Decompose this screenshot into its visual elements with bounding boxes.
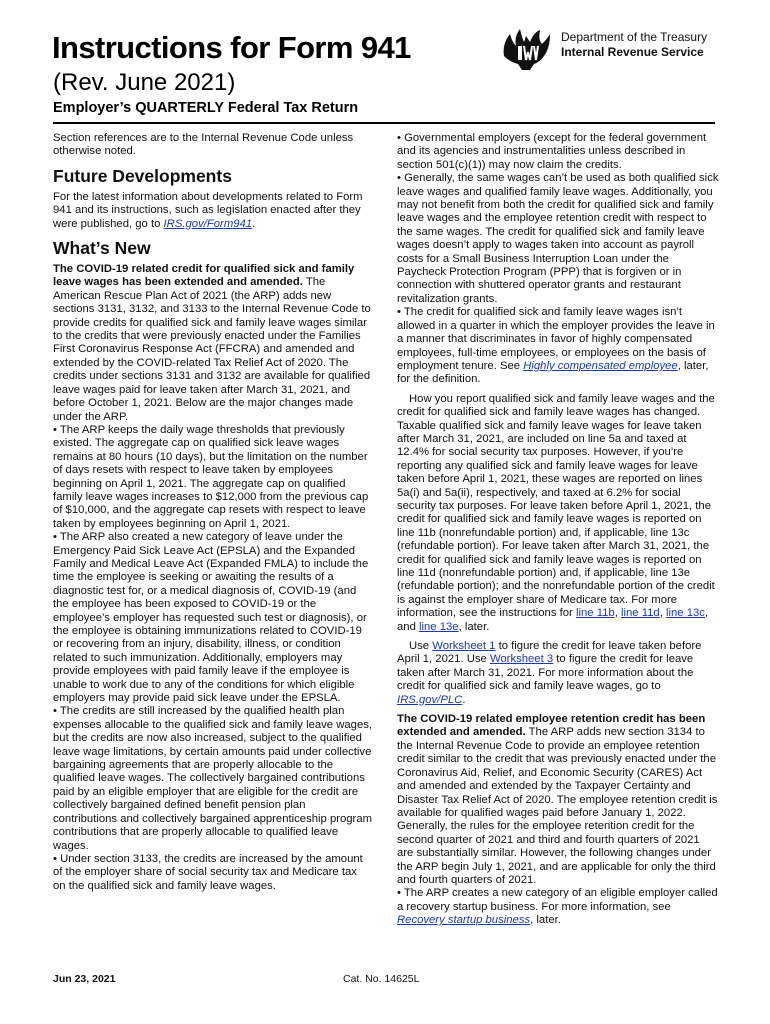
worksheet-paragraph: Use Worksheet 1 to figure the credit for leave taken before April 1, 2021. Use Worksheet 3 to figure the credit for leave taken after March 31, 2021. For more information about the credit for qualified sick and family leave wages, go to IRS.gov/PLC. xyxy=(397,640,702,706)
header-rule xyxy=(53,122,715,124)
bullet-health-plan-expenses: • The credits are still increased by the qualified health plan expenses allocable to the qualified sick and family leave wages, but the credits are now also increased, subject to the qualified leave wage limitations, by certain amounts paid under collective bargaining agreements that are properly allocable to the qualified leave wages. The collectively bargained contributions paid by an eligible employer that are eligible for the credit are collectively bargained defined benefit pension plan contributions and collectively bargained apprenticeship program contributions that are properly allocable to qualified leave wages. xyxy=(53,705,373,852)
left-column xyxy=(53,132,372,893)
line-13e-link[interactable]: line 13e xyxy=(419,620,459,633)
revision-date: (Rev. June 2021) xyxy=(53,69,236,96)
retention-credit-paragraph: The COVID-19 related employee retention credit has been extended and amended. The ARP adds new section 3134 to the Internal Revenue Code to provide an employee retention credit similar to the credit that was previously enacted under the Coronavirus Aid, Relief, and Economic Security (CARES) Act and amended and extended by the Taxpayer Certainty and Disaster Tax Relief Act of 2020. The employee retention credit is available for qualified wages paid before January 1, 2022. Generally, the rules for the employee retention credit for the second quarter of 2021 and third and fourth quarters of 2021 are substantially similar. However, the following changes under the ARP begin July 1, 2021, and are applicable for only the third and fourth quarters of 2021. xyxy=(397,713,718,886)
bullet-same-wages: • Generally, the same wages can’t be used as both qualified sick leave wages and qualified family leave wages. Additionally, you may not benefit from both the credit for qualified sick and family leave wages and the employee retention credit with respect to the same wages. The credit for qualified sick and family leave wages doesn’t apply to wages taken into account as payroll costs for a Small Business Interruption Loan under the Paycheck Protection Program (PPP) that is forgiven or in connection with shuttered operator grants and restaurant revitalization grants. xyxy=(397,172,719,305)
irs-eagle-logo-icon xyxy=(500,26,552,74)
whats-new-heading: What’s New xyxy=(53,238,151,259)
document-title: Instructions for Form 941 xyxy=(52,30,411,65)
form941-link[interactable]: IRS.gov/Form941 xyxy=(163,217,253,230)
line-13c-link[interactable]: line 13c xyxy=(666,607,705,620)
intro-text: Section references are to the Internal Revenue Code unless otherwise noted. xyxy=(53,132,354,158)
line-11b-link[interactable]: line 11b xyxy=(575,607,615,620)
future-developments-heading: Future Developments xyxy=(53,165,232,186)
right-column xyxy=(397,132,719,928)
bullet-governmental-employers: • Governmental employers (except for the federal government and its agencies and instrumentalities unless described in section 501(c)(1)) may now claim the credits. xyxy=(397,132,707,171)
agency-irs: Internal Revenue Service xyxy=(561,45,704,59)
document-subtitle: Employer’s QUARTERLY Federal Tax Return xyxy=(53,100,359,116)
irs-plc-link[interactable]: IRS.gov/PLC xyxy=(397,693,463,706)
line-11d-link[interactable]: line 11d xyxy=(620,607,660,620)
worksheet-1-link[interactable]: Worksheet 1 xyxy=(432,640,496,653)
covid-credit-paragraph: The COVID-19 related credit for qualified sick and family leave wages has been extended and amended. The American Rescue Plan Act of 2021 (the ARP) adds new sections 3131, 3132, and 3133 to the Internal Revenue Code to provide credits for qualified sick and family leave wages similar to the credits that were previously enacted under the Families First Coronavirus Response Act (FFCRA) and amended and extended by the COVID-related Tax Relief Act of 2020. The credits under sections 3131 and 3132 are available for qualified leave wages paid for leave taken after March 31, 2021, and before October 1, 2021. Below are the major changes made under the ARP. xyxy=(53,263,371,423)
future-developments-text: For the latest information about developments related to Form 941 and its instructions, such as legislation enacted after they were published, go to IRS.gov/Form941. xyxy=(53,190,363,230)
bullet-section-3133: • Under section 3133, the credits are increased by the amount of the employer share of social security tax and Medicare tax on the qualified sick and family leave wages. xyxy=(53,852,363,892)
recovery-startup-business-link[interactable]: Recovery startup business xyxy=(397,914,531,927)
highly-compensated-employee-link[interactable]: Highly compensated employee xyxy=(523,359,678,372)
bullet-wage-thresholds: • The ARP keeps the daily wage thresholds that previously existed. The aggregate cap on qualified sick leave wages remains at 80 hours (10 days), but the limitation on the number of days resets with respect to leave taken by employees beginning on April 1, 2021. The aggregate cap on qualified family leave wages increases to $12,000 from the previous cap of $10,000, and the aggregate cap resets with respect to leave taken by employees beginning on April 1, 2021. xyxy=(53,423,369,530)
agency-text xyxy=(561,30,707,60)
bullet-recovery-startup: • The ARP creates a new category of an eligible employer called a recovery startup business. For more information, see Recovery startup business, later. xyxy=(397,887,718,927)
footer-date: Jun 23, 2021 xyxy=(53,973,116,985)
agency-block xyxy=(500,24,730,76)
bullet-new-leave-category: • The ARP also created a new category of leave under the Emergency Paid Sick Leave Act (EPSLA) and the Expanded Family and Medical Leave Act (Expanded FMLA) to include the time the employee is seeking or awaiting the results of a diagnostic test for, or a medical diagnosis of, COVID-19 (and the employee has been exposed to COVID-19 or the employee’s employer has requested such test or diagnosis), or the employee is obtaining immunizations related to COVID-19 or recovering from an injury, disability, illness, or condition related to such immunization. Additionally, employers may provide employees with paid family leave if the employee is unable to work due to any of the conditions for which eligible employers may provide paid sick leave under the EPSLA. xyxy=(53,531,369,705)
worksheet-3-link[interactable]: Worksheet 3 xyxy=(489,653,554,666)
footer-catalog-number: Cat. No. 14625L xyxy=(343,973,420,985)
agency-department: Department of the Treasury xyxy=(561,30,708,44)
how-you-report-paragraph: How you report qualified sick and family leave wages and the credit for qualified sick and family leave wages has changed. Taxable qualified sick and family leave wages for leave taken after March 31, 2021, are included on line 5a and taxed at 12.4% for social security tax purposes. However, if you’re reporting any qualified sick and family leave wages for leave taken before April 1, 2021, these wages are reported on lines 5a(i) and 5a(ii), respectively, and taxed at 6.2% for social security tax purposes. For leave taken before April 1, 2021, the credit for qualified sick and family leave wages is reported on line 11b (nonrefundable portion) and, if applicable, line 13c (refundable portion). For leave taken after March 31, 2021, the credit for qualified sick and family leave wages is reported on line 11d (nonrefundable portion) and, if applicable, line 13e (refundable portion); and the nonrefundable portion of the credit is against the employer share of Medicare tax. For more information, see the instructions for line 11b, line 11d, line 13c, and line 13e, later. xyxy=(397,392,715,633)
bullet-discrimination: • The credit for qualified sick and family leave wages isn’t allowed in a quarter in which the employer provides the leave in a manner that discriminates in favor of highly compensated employees, full-time employees, or employees on the basis of employment tenure. See Highly compensated employee, later, for the definition. xyxy=(397,306,715,386)
